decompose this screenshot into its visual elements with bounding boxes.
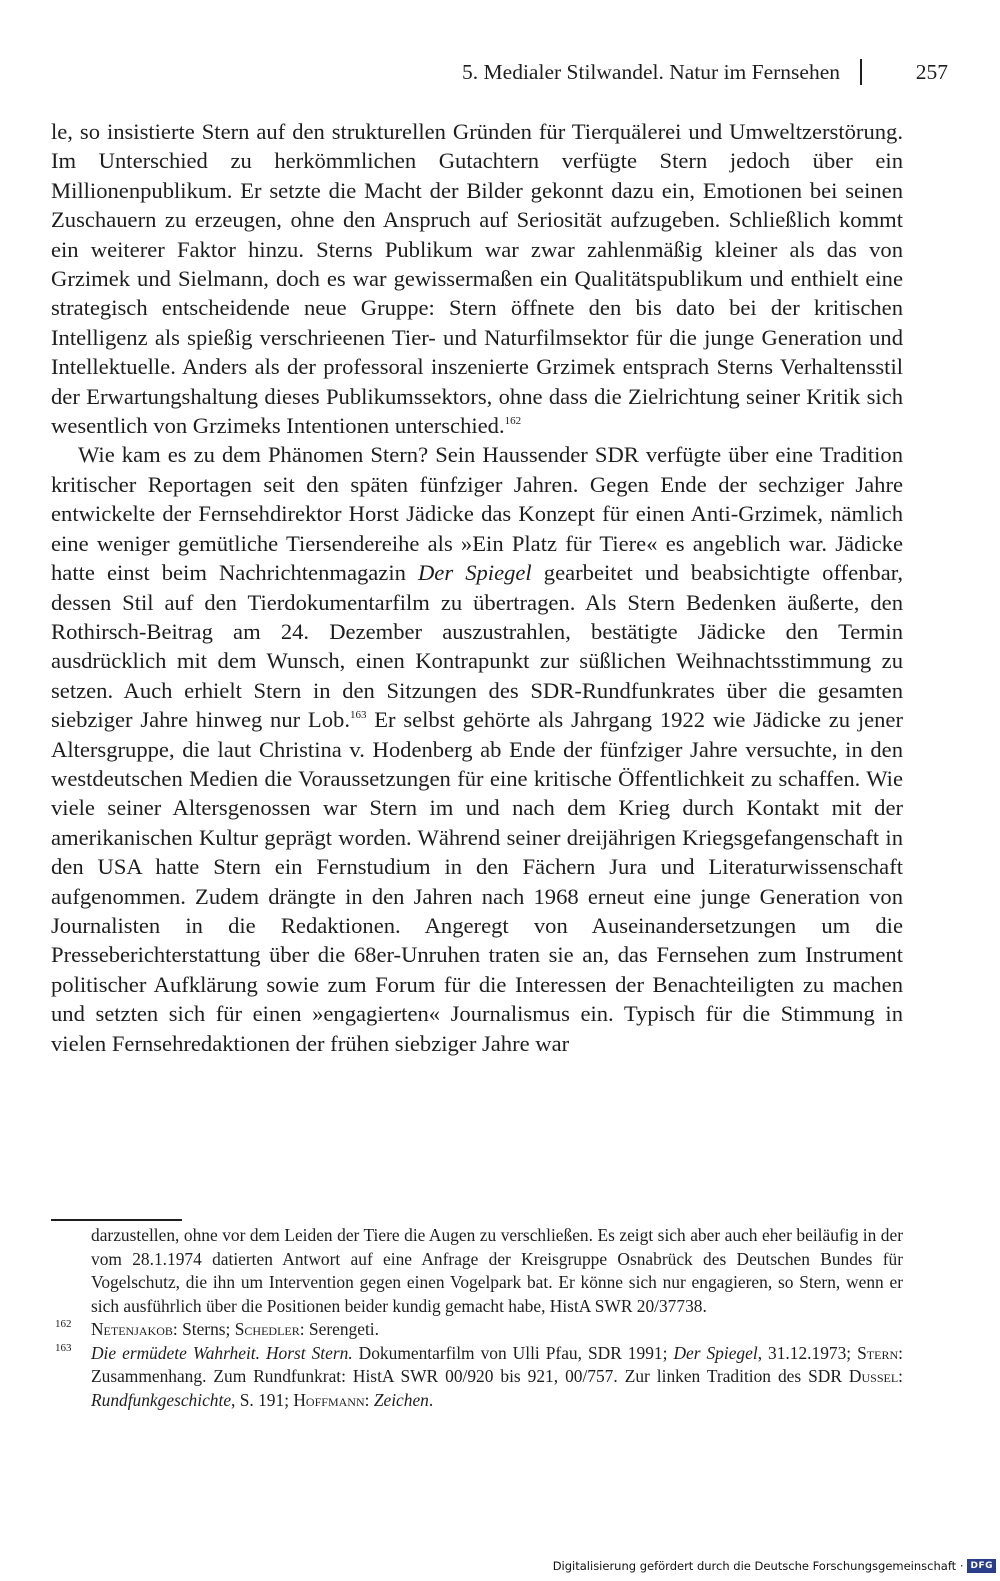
footnote-reference: 163 [349,708,367,721]
footnote-text: , S. 191; [231,1389,294,1410]
author-name: Stern [857,1342,899,1363]
footnotes [51,1224,903,1412]
paragraph [51,440,903,1058]
author-name: Netenjakob [91,1319,173,1339]
footnote-text: Dokumentarfilm von Ulli Pfau, SDR 1991; [352,1342,674,1363]
funding-note: Digitalisierung gefördert durch die Deutsche Forschungsgemeinschaft · [552,1559,964,1573]
footnote-163 [51,1342,903,1413]
header-divider [860,59,862,85]
author-name: Hoffmann [293,1389,365,1410]
footnote-mark: 163 [55,1341,72,1354]
main-text [51,117,903,1058]
footnote-mark: 162 [55,1318,72,1330]
author-name: Schedler [234,1319,300,1339]
footnote-continuation: darzustellen, ohne vor dem Leiden der Tiere die Augen zu verschließen. Es zeigt sich aber auch eher beiläufig in der vom 28.1.1974 datierten Antwort auf eine Anfrage der Kreisgruppe Osnabrück des Deutschen Bundes für Vogelschutz, die ihn um Intervention gegen einen Vogelpark bat. Er könne sich nur engagieren, so Stern, wenn er sich ausführlich über die Positionen beider kundig gemacht habe, HistA SWR 20/37738. [91,1225,903,1316]
footnote-text: : [898,1366,903,1386]
paragraph-text: Wie kam es zu dem Phänomen Stern? Sein Haussender SDR verfügte über eine Tradition kritischer Reportagen seit den späten fünfziger Jahren. Gegen Ende der sechziger Jahre entwickelte der Fernsehdirektor Horst Jädicke das Konzept für einen Anti-Grzimek, nämlich eine weniger gemütliche Tiersendereihe als »Ein Platz für Tiere« es angeblich war. Jädicke hatte einst beim Nachrichtenmagazin [51,442,903,586]
work-title: Zeichen [373,1389,429,1410]
paragraph-text: Er selbst gehörte als Jahrgang 1922 wie Jädicke zu jener Altersgruppe, die laut Christina v. Hodenberg ab Ende der fünfziger Jahre versuchte, in den westdeutschen Medien die Voraussetzungen für eine kritische Öffentlichkeit zu schaffen. Wie viele seiner Altersgenossen war Stern im und nach dem Krieg durch Kontakt mit der amerikanischen Kultur geprägt worden. Während seiner dreijährigen Kriegsgefangenschaft in den USA hatte Stern ein Fernstudium in den Fächern Jura und Literaturwissenschaft aufgenommen. Zudem drängte in den Jahren nach 1968 erneut eine junge Generation von Journalisten in die Redaktionen. Angeregt von Auseinandersetzungen um die Presseberichterstattung über die 68er-Unruhen traten sie an, das Fernsehen zum Instrument politischer Aufklärung sowie zum Forum für die Interessen der Benachteiligten zu machen und setzten sich für einen »engagierten« Journalismus ein. Typisch für die Stimmung in vielen Fernsehredaktionen der frühen siebziger Jahre war [51,707,903,1056]
page-header [0,56,948,88]
paragraph-text: gearbeitet und beabsichtigte offenbar, dessen Stil auf den Tierdokumentarfilm zu übertragen. Als Stern Bedenken äußerte, den Rothirsch-Beitrag am 24. Dezember auszustrahlen, bestätigte Jädicke den Termin ausdrücklich mit dem Wunsch, einen Kontrapunkt zur süßlichen Weihnachtsstimmung zu setzen. Auch erhielt Stern in den Sitzungen des SDR-Rundfunkrates über die gesamten siebziger Jahre hinweg nur Lob. [51,560,903,733]
footnote-text: , 31.12.1973; [757,1342,858,1363]
work-title: Rundfunkgeschichte [91,1389,232,1410]
publication-title: Der Spiegel [417,560,532,586]
footnote-text: : Serengeti. [299,1319,379,1339]
dfg-logo: DFG [967,1559,996,1573]
footnote-text: : Sterns; [172,1319,235,1339]
footnote-text: : [364,1389,374,1410]
author-name: Dussel [848,1366,899,1386]
paragraph [51,117,903,440]
footnote-reference: 162 [504,414,522,427]
footnote-text: : Zusammenhang. Zum Rundfunkrat: HistA SWR 00/920 bis 921, 00/757. Zur linken Tradition des SDR [91,1342,903,1386]
running-head: 5. Medialer Stilwandel. Natur im Fernsehen [462,60,840,84]
work-title: Die ermüdete Wahrheit. Horst Stern. [91,1342,353,1363]
digitization-footer [553,1555,996,1577]
footnote-162 [51,1318,903,1342]
work-title: Der Spiegel [673,1342,758,1363]
page-number: 257 [915,60,948,84]
paragraph-text: le, so insistierte Stern auf den strukturellen Gründen für Tierquälerei und Umweltzerstörung. Im Unterschied zu herkömmlichen Gutachtern verfügte Stern jedoch über ein Millionenpublikum. Er setzte die Macht der Bilder gekonnt dazu ein, Emotionen bei seinen Zuschauern zu erzeugen, ohne den Anspruch auf Seriosität aufzugeben. Schließlich kommt ein weiterer Faktor hinzu. Sterns Publikum war zwar zahlenmäßig kleiner als das von Grzimek und Sielmann, doch es war gewissermaßen ein Qualitätspublikum und enthielt eine strategisch entscheidende neue Gruppe: Stern öffnete den bis dato bei der kritischen Intelligenz als spießig verschrieenen Tier- und Naturfilmsektor für die junge Generation und Intellektuelle. Anders als der professoral inszenierte Grzimek entsprach Sterns Verhaltensstil der Erwartungshaltung dieses Publikumssektors, ohne dass die Zielrichtung seiner Kritik sich wesentlich von Grzimeks Intentionen unterschied. [51,119,903,439]
footnote-separator [51,1219,182,1221]
footnote-text: . [428,1389,434,1410]
